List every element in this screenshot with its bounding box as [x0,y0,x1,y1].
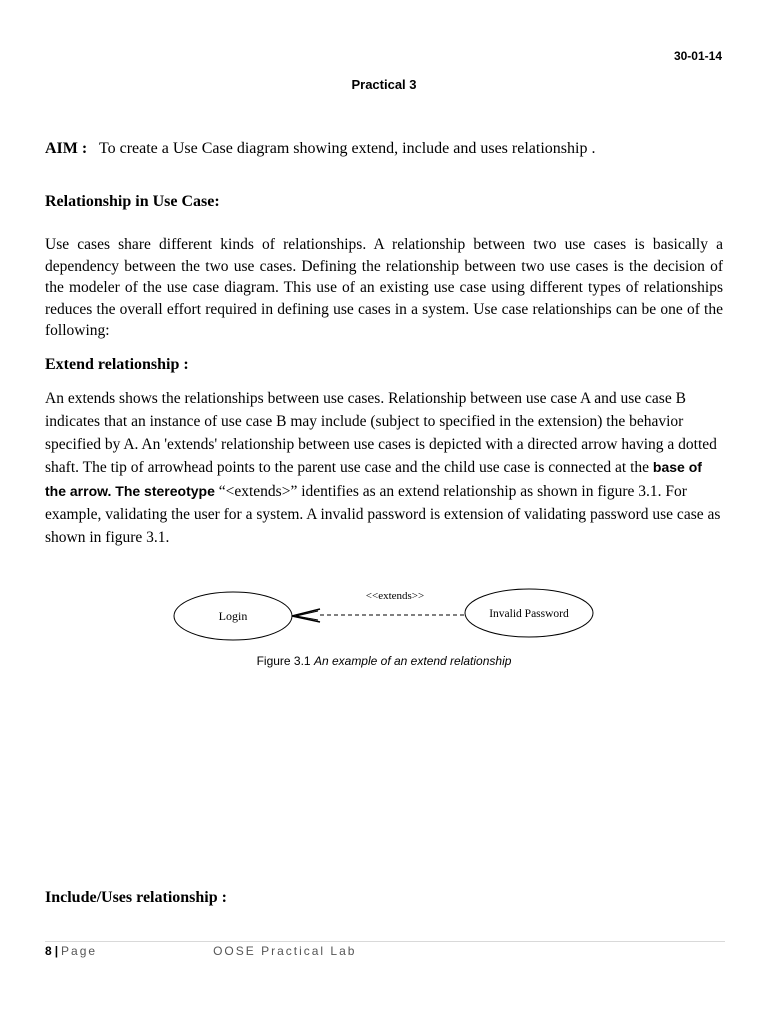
figure-caption-text: An example of an extend relationship [313,654,512,668]
extend-paragraph-quote: “<extends>” [214,483,298,501]
page-footer [45,944,356,958]
footer-page-label: Page [61,944,98,958]
extend-heading: Extend relationship : [45,356,189,373]
document-date: 30-01-14 [673,49,722,63]
footer-divider [45,941,725,942]
extend-diagram [170,586,600,648]
extend-paragraph-part2: identifies as an extend relationship as shown in figure 3.1. For example, validating the user for a system. A invalid password is extension of validating password use case as shown in figure 3.1. [45,483,721,546]
relationship-heading: Relationship in Use Case: [45,193,220,210]
login-usecase-label: Login [218,609,248,623]
extend-paragraph-bold: base of the arrow. The stereotype [45,459,702,500]
aim-text: To create a Use Case diagram showing extend, include and uses relationship . [98,140,596,157]
aim-label: AIM : [45,140,88,157]
extend-diagram-svg [170,586,600,648]
footer-pipe: | [54,944,59,958]
figure-caption-number: Figure 3.1 [256,654,311,668]
extends-stereotype-label: <<extends>> [365,590,425,602]
relationship-paragraph: Use cases share different kinds of relationships. A relationship between two use cases is basically a dependency between the two use cases. Defining the relationship between two use cases is the decision of the modeler of the use case diagram. This use of an existing use case using different types of relationships reduces the overall effort required in defining use cases in a system. Use case relationships can be one of the following: [45,236,723,339]
extend-paragraph-part1: An extends shows the relationships between use cases. Relationship between use case A and use case B indicates that an instance of use case B may include (subject to specified in the extension) the behavior specified by A. An 'extends' relationship between use cases is depicted with a directed arrow having a dotted shaft. The tip of arrowhead points to the parent use case and the child use case is connected at the [45,390,717,477]
footer-lab-name: OOSE Practical Lab [213,944,357,958]
aim-statement [45,140,595,158]
invalid-password-usecase-label: Invalid Password [489,608,569,620]
practical-title: Practical 3 [351,77,417,92]
footer-page-number: 8 [45,944,52,958]
figure-caption [0,654,768,668]
include-heading: Include/Uses relationship : [45,889,227,906]
extend-paragraph [45,388,723,550]
